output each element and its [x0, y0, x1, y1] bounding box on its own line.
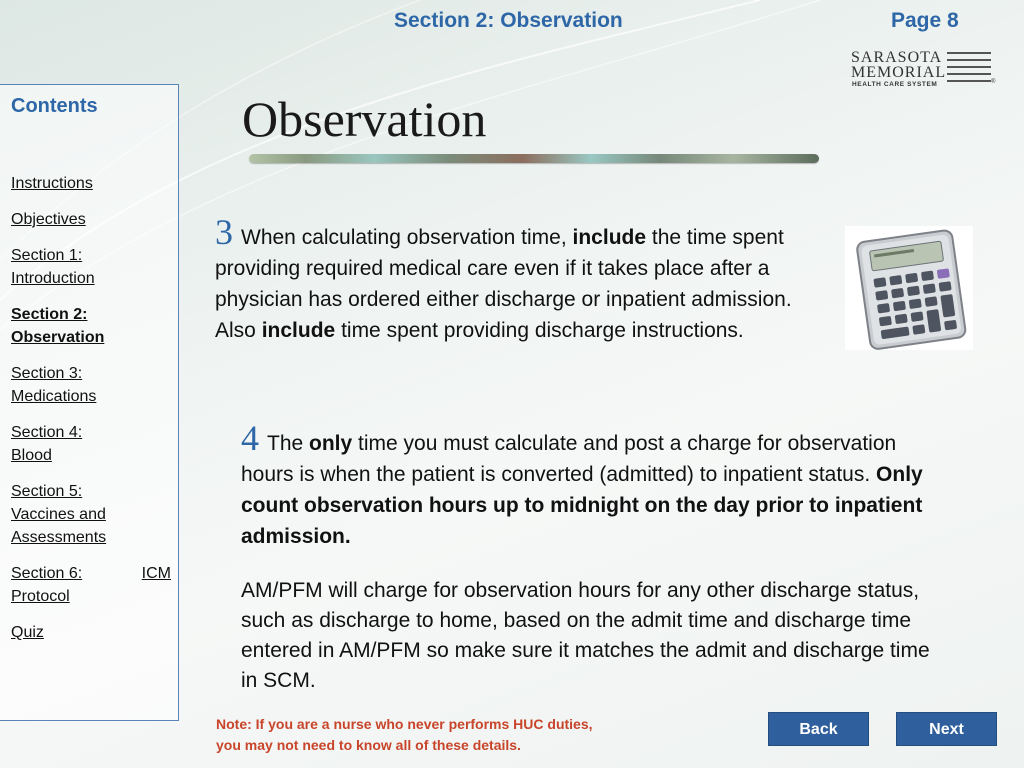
- back-button[interactable]: Back: [768, 712, 869, 746]
- nav-link-line: Introduction: [11, 270, 95, 287]
- para-text: time you must calculate and post a charge for observation hours is when the patient is converted (admitted) to inpatient status.: [241, 432, 897, 486]
- nav-link-section-6[interactable]: [11, 562, 171, 608]
- emphasis-text: include: [261, 319, 336, 342]
- logo-line-3: HEALTH CARE SYSTEM: [852, 81, 938, 88]
- nav-link-line: Section 2:: [11, 306, 88, 323]
- nav-link-line: Section 4:: [11, 424, 83, 441]
- nav-link-part: ICM: [141, 565, 171, 582]
- point-4-paragraph: [241, 418, 941, 552]
- sidebar-title: Contents: [11, 95, 98, 117]
- nav-link-line: Medications: [11, 388, 97, 405]
- nav-link-label: Objectives: [11, 211, 86, 228]
- nav-link-line: Blood: [11, 447, 52, 464]
- header-section-title: Section 2: Observation: [394, 9, 623, 32]
- para-text: The: [267, 432, 304, 455]
- logo-line-1: SARASOTA: [851, 49, 943, 66]
- point-number: 4: [241, 418, 259, 458]
- nav-link-line: Protocol: [11, 588, 70, 605]
- title-divider: [249, 154, 819, 163]
- emphasis-text: Only count observation hours up to midnight on the day prior to inpatient admission.: [241, 463, 923, 548]
- contents-sidebar: [0, 84, 179, 721]
- contents-nav: [11, 172, 171, 657]
- nav-link-line: Section 1:: [11, 247, 83, 264]
- nav-link-section-2[interactable]: [11, 303, 171, 349]
- logo-line-2: MEMORIAL: [851, 64, 947, 81]
- emphasis-text: only: [309, 432, 353, 455]
- next-button[interactable]: Next: [896, 712, 997, 746]
- para-text: the time spent providing required medical care even if it takes place after a physician has ordered either discharge or inpatient admission. Also: [215, 226, 792, 342]
- nav-link-part: Section 6:: [11, 565, 83, 582]
- nav-link-objectives[interactable]: [11, 208, 171, 231]
- nav-link-section-1[interactable]: [11, 244, 171, 290]
- nav-link-section-3[interactable]: [11, 362, 171, 408]
- nav-link-line: Vaccines and: [11, 506, 106, 523]
- ampfm-paragraph: AM/PFM will charge for observation hours for any other discharge status, such as discharge to home, based on the admit time and discharge time entered in AM/PFM so make sure it matches the admit and discharge time in SCM.: [241, 579, 930, 692]
- logo-bars: [947, 52, 991, 87]
- nav-link-line: Assessments: [11, 529, 107, 546]
- point-number: 3: [215, 212, 233, 252]
- nav-link-quiz[interactable]: [11, 621, 171, 644]
- nav-link-line: Section 5:: [11, 483, 83, 500]
- para-text: When calculating observation time,: [241, 226, 567, 249]
- nav-link-instructions[interactable]: [11, 172, 171, 195]
- nav-link-label: Quiz: [11, 624, 44, 641]
- nurse-note: [216, 714, 686, 756]
- note-line: Note: If you are a nurse who never performs HUC duties,: [216, 716, 593, 732]
- emphasis-text: include: [572, 226, 647, 249]
- nav-link-line: Observation: [11, 329, 105, 346]
- nav-link-section-4[interactable]: [11, 421, 171, 467]
- para-text: time spent providing discharge instructions.: [341, 319, 744, 342]
- nav-link-line: [11, 562, 171, 585]
- nav-link-label: Instructions: [11, 175, 93, 192]
- nav-link-line: Section 3:: [11, 365, 83, 382]
- calculator-icon: [845, 226, 973, 350]
- point-3-paragraph: [215, 212, 815, 346]
- hospital-logo: [851, 48, 996, 92]
- page-title: Observation: [242, 91, 487, 147]
- nav-link-section-5[interactable]: [11, 480, 171, 549]
- logo-registered-mark: ®: [991, 79, 996, 85]
- note-line: you may not need to know all of these details.: [216, 737, 521, 753]
- page-number: Page 8: [891, 9, 959, 32]
